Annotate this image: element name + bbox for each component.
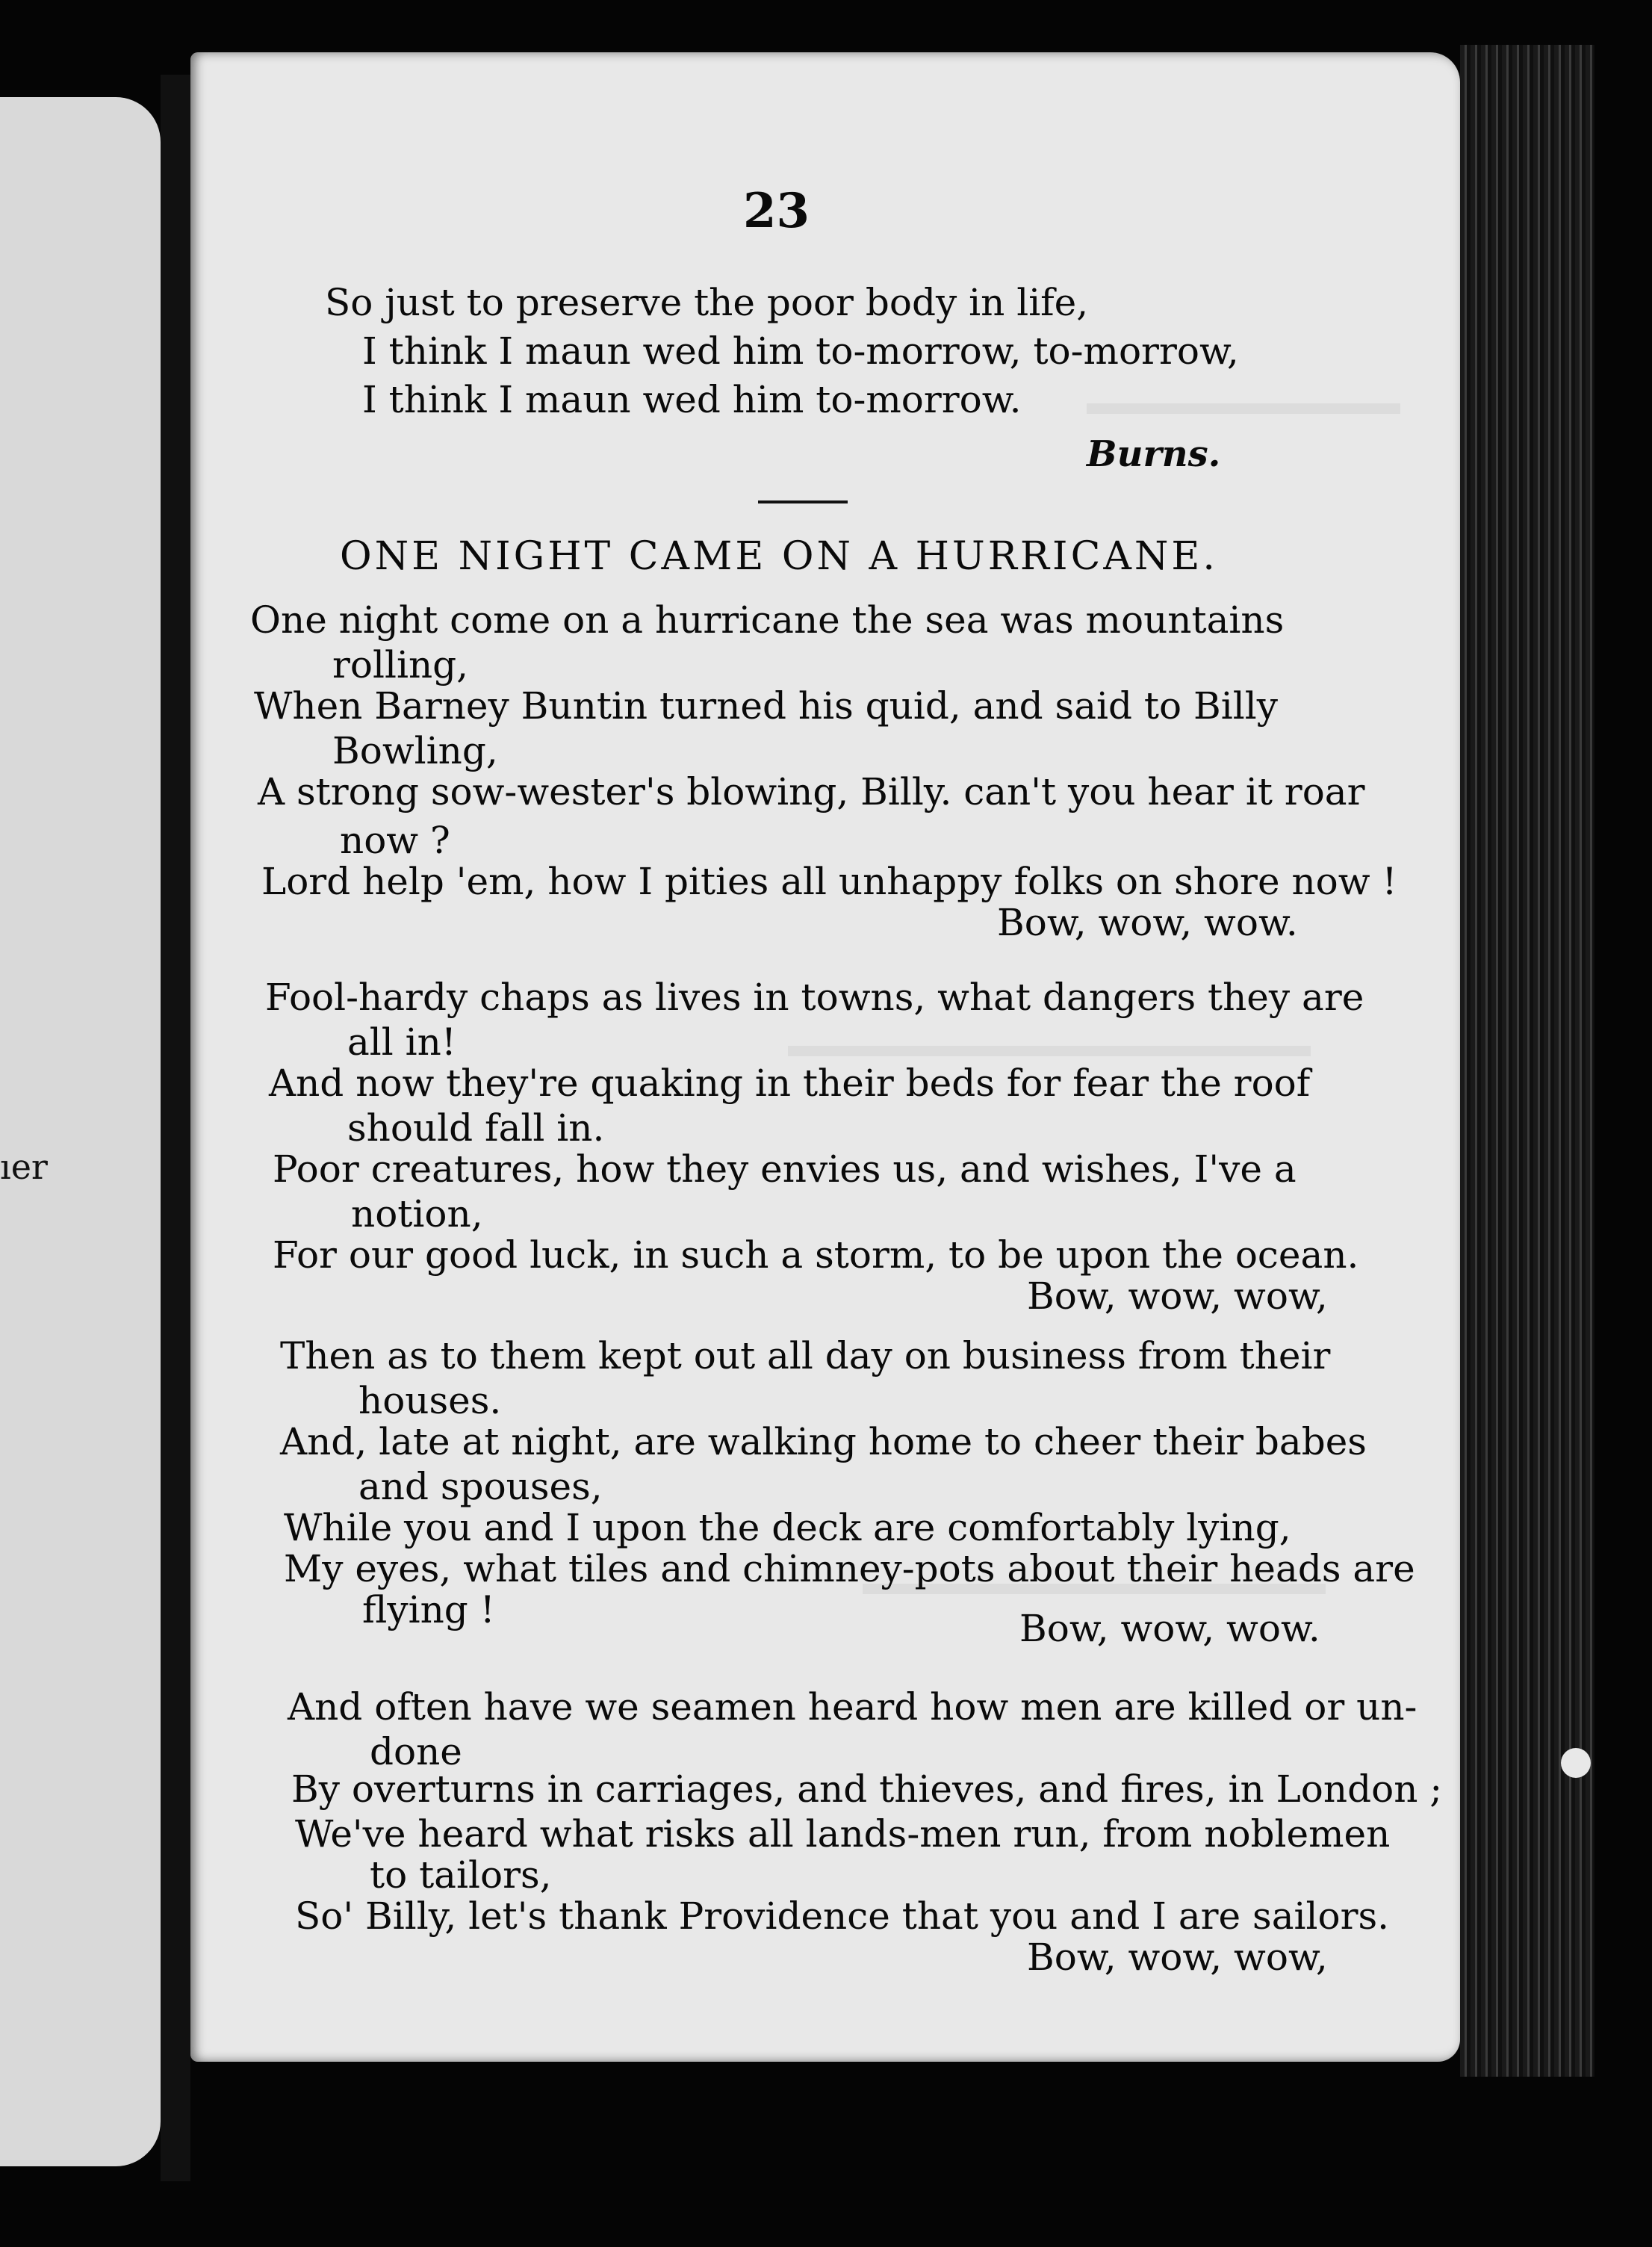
verse-line: When Barney Buntin turned his quid, and said to Billy bbox=[254, 684, 1278, 728]
verse-line: And often have we seamen heard how men are killed or un- bbox=[288, 1685, 1417, 1729]
verse-line: should fall in. bbox=[347, 1106, 605, 1150]
verse-line: So just to preserve the poor body in life, bbox=[325, 281, 1089, 324]
refrain: Bow, wow, wow, bbox=[1027, 1935, 1328, 1979]
verse-line: And now they're quaking in their beds for fear the roof bbox=[269, 1061, 1311, 1105]
verse-line: flying ! bbox=[362, 1588, 495, 1631]
verse-line: rolling, bbox=[332, 643, 469, 687]
verse-line: For our good luck, in such a storm, to be upon the ocean. bbox=[273, 1233, 1359, 1277]
verse-line: now ? bbox=[340, 819, 450, 862]
verse-line: and spouses, bbox=[358, 1465, 603, 1508]
left-page-fragment: ıer bbox=[0, 1147, 48, 1187]
verse-line: houses. bbox=[358, 1379, 502, 1422]
verse-line: Lord help 'em, how I pities all unhappy folks on shore now ! bbox=[261, 860, 1397, 903]
verse-line: notion, bbox=[351, 1192, 483, 1236]
attribution: Burns. bbox=[1087, 433, 1221, 475]
verse-line: I think I maun wed him to-morrow, to-morrow, bbox=[362, 329, 1239, 373]
verse-line: I think I maun wed him to-morrow. bbox=[362, 378, 1022, 421]
bleed-through bbox=[1087, 403, 1400, 414]
song-title: ONE NIGHT CAME ON A HURRICANE. bbox=[340, 534, 1218, 579]
verse-line: all in! bbox=[347, 1020, 456, 1064]
bleed-through bbox=[788, 1046, 1311, 1056]
verse-line: Bowling, bbox=[332, 729, 498, 772]
left-page bbox=[0, 97, 161, 2166]
verse-line: While you and I upon the deck are comfortably lying, bbox=[284, 1506, 1291, 1549]
verse-line: to tailors, bbox=[370, 1853, 552, 1897]
book-page bbox=[190, 52, 1460, 2062]
verse-line: By overturns in carriages, and thieves, and fires, in London ; bbox=[291, 1767, 1443, 1811]
verse-line: Poor creatures, how they envies us, and wishes, I've a bbox=[273, 1147, 1297, 1191]
verse-line: A strong sow-wester's blowing, Billy. can't you hear it roar bbox=[258, 770, 1365, 813]
section-rule bbox=[758, 500, 848, 503]
verse-line: We've heard what risks all lands-men run, from noblemen bbox=[295, 1812, 1391, 1856]
page-number: 23 bbox=[743, 183, 810, 239]
verse-line: So' Billy, let's thank Providence that you and I are sailors. bbox=[295, 1894, 1390, 1938]
verse-line: Fool-hardy chaps as lives in towns, what dangers they are bbox=[265, 976, 1364, 1019]
verse-line: My eyes, what tiles and chimney-pots about their heads are bbox=[284, 1547, 1415, 1590]
refrain: Bow, wow, wow. bbox=[1019, 1607, 1320, 1650]
refrain: Bow, wow, wow. bbox=[997, 901, 1298, 944]
paper-blemish bbox=[1561, 1748, 1591, 1778]
verse-line: One night come on a hurricane the sea was mountains bbox=[250, 598, 1285, 642]
verse-line: Then as to them kept out all day on business from their bbox=[280, 1334, 1331, 1377]
verse-line: And, late at night, are walking home to cheer their babes bbox=[280, 1420, 1367, 1463]
book-gutter bbox=[161, 75, 190, 2181]
verse-line: done bbox=[370, 1730, 462, 1773]
refrain: Bow, wow, wow, bbox=[1027, 1274, 1328, 1318]
